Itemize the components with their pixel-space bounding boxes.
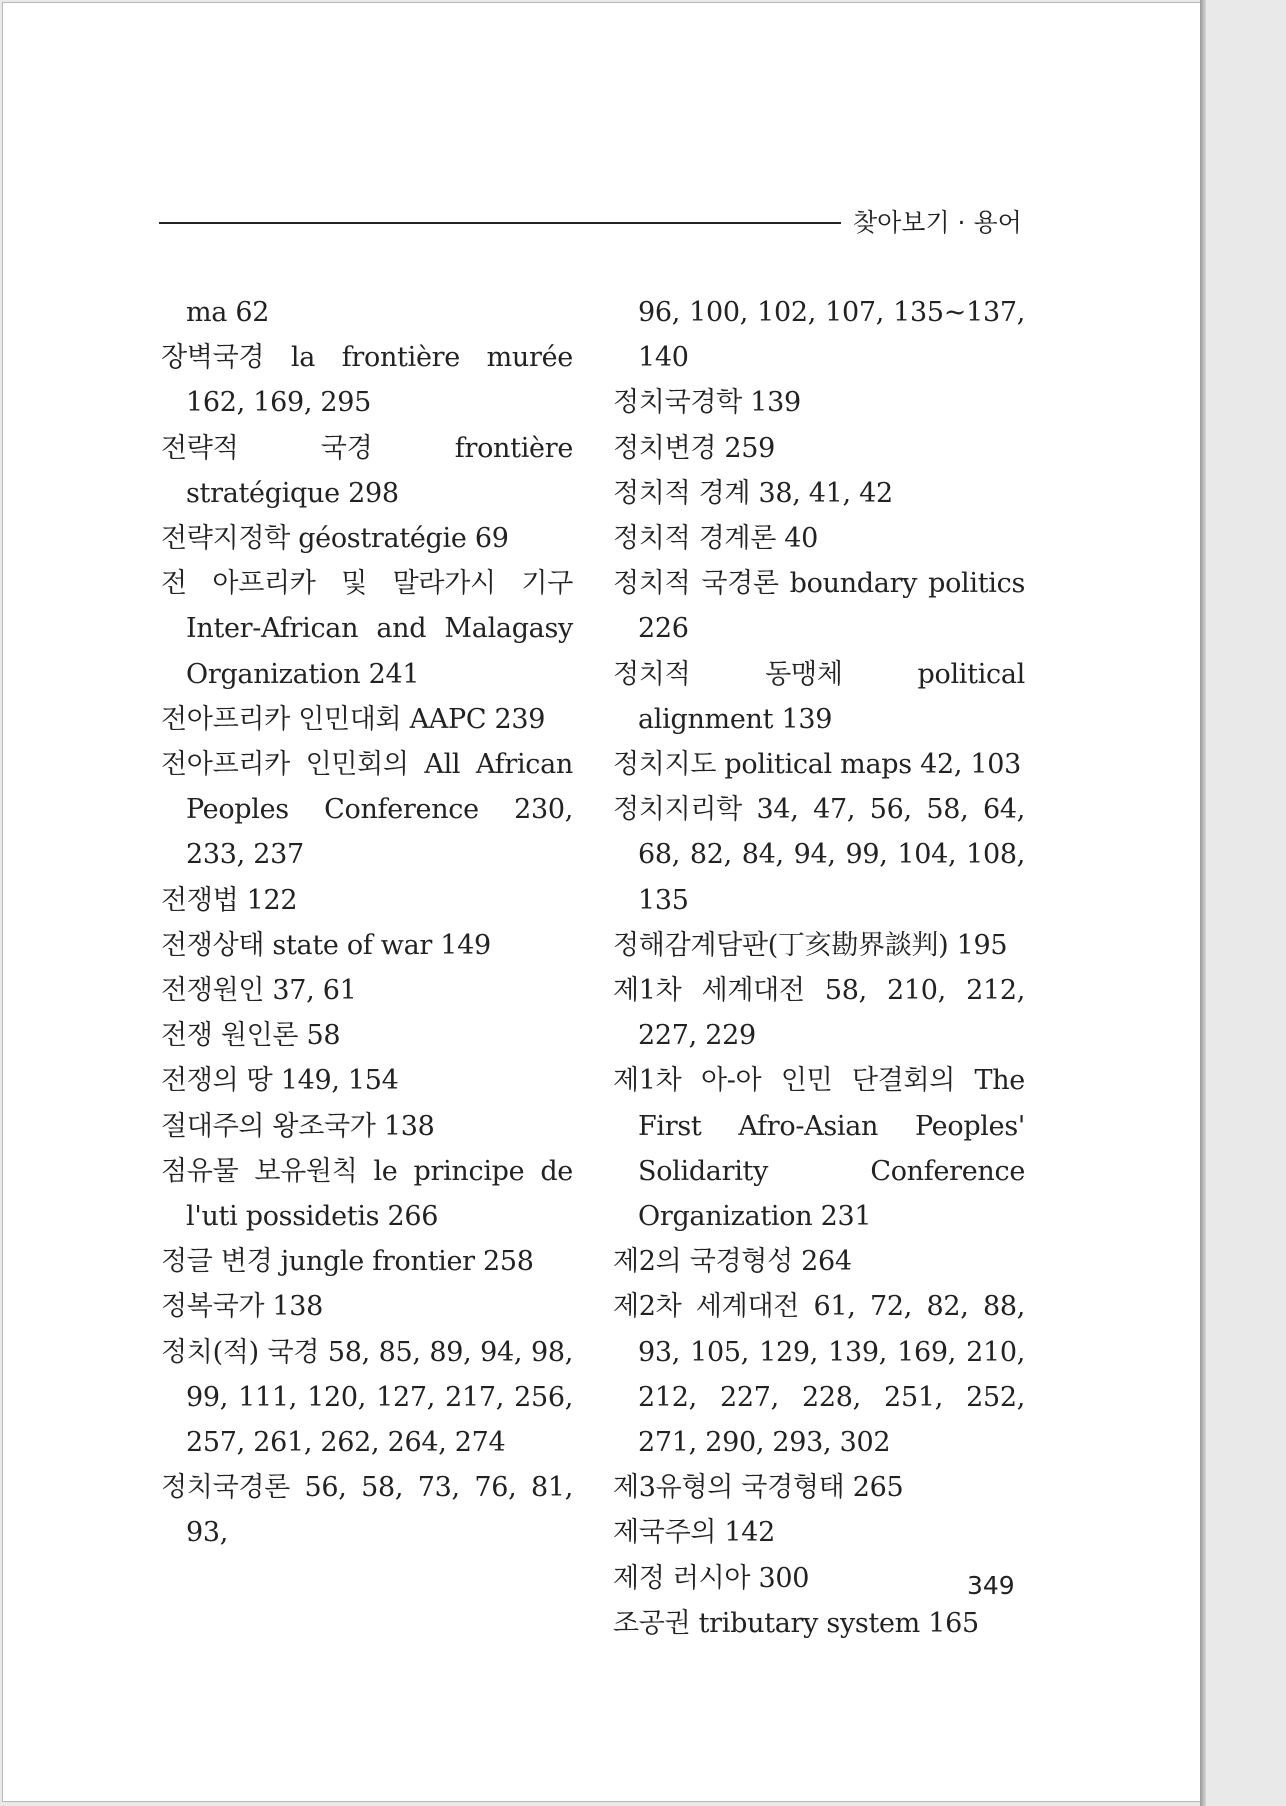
- index-entry: 점유물 보유원칙 le principe de l'uti possidetis 266: [161, 1155, 573, 1233]
- index-entry: 전쟁 원인론 58: [161, 1020, 341, 1052]
- index-entry: 전쟁법 122: [161, 884, 298, 916]
- page-edge: [1200, 0, 1206, 1806]
- index-entry: 전략적 국경 frontière stratégique 298: [161, 432, 573, 509]
- index-entry: 제2차 세계대전 61, 72, 82, 88, 93, 105, 129, 139, 169, 210, 212, 227, 228, 251, 252, 271, 290, 293, 302: [613, 1291, 1025, 1459]
- index-entry: 정글 변경 jungle frontier 258: [161, 1246, 534, 1278]
- book-page: [2, 2, 1202, 1802]
- index-entry: 제국주의 142: [613, 1517, 776, 1549]
- header-rule: [159, 222, 841, 224]
- index-entry: 정치지도 political maps 42, 103: [613, 749, 1022, 781]
- index-entry: ma 62: [186, 297, 270, 328]
- index-entry: 정치변경 259: [613, 432, 776, 464]
- index-entry: 전쟁원인 37, 61: [161, 975, 357, 1007]
- index-entry: 제1차 세계대전 58, 210, 212, 227, 229: [613, 975, 1025, 1052]
- index-entry: 정치적 국경론 boundary politics 226: [613, 568, 1025, 645]
- index-entry: 제1차 아-아 인민 단결회의 The First Afro-Asian Peoples' Solidarity Conference Organization 231: [613, 1065, 1025, 1233]
- index-column-right: [613, 290, 1025, 1646]
- index-entry: 전쟁상태 state of war 149: [161, 929, 491, 961]
- index-entry: 전쟁의 땅 149, 154: [161, 1065, 399, 1097]
- index-entry: 정치적 경계론 40: [613, 523, 819, 555]
- index-entry: 정치(적) 국경 58, 85, 89, 94, 98, 99, 111, 120, 127, 217, 256, 257, 261, 262, 264, 274: [161, 1336, 573, 1459]
- index-entry: 절대주의 왕조국가 138: [161, 1110, 435, 1142]
- index-entry: 전아프리카 인민회의 All African Peoples Conference 230, 233, 237: [161, 749, 573, 871]
- index-entry: 정치국경론 56, 58, 73, 76, 81, 93,: [161, 1472, 573, 1549]
- index-entry: 96, 100, 102, 107, 135~137, 140: [638, 297, 1025, 374]
- page-number: 349: [967, 1571, 1015, 1600]
- index-entry: 정치적 경계 38, 41, 42: [613, 477, 893, 509]
- index-entry: 전 아프리카 및 말라가시 기구 Inter-African and Malagasy Organization 241: [161, 568, 573, 690]
- index-entry: 정치적 동맹체 political alignment 139: [613, 658, 1025, 735]
- index-entry: 정치지리학 34, 47, 56, 58, 64, 68, 82, 84, 94, 99, 104, 108, 135: [613, 794, 1025, 916]
- index-entry: 제정 러시아 300: [613, 1562, 810, 1594]
- index-entry: 조공권 tributary system 165: [613, 1607, 979, 1639]
- index-entry: 제2의 국경형성 264: [613, 1246, 852, 1278]
- index-entry: 장벽국경 la frontière murée 162, 169, 295: [161, 342, 573, 419]
- index-entry: 정복국가 138: [161, 1291, 324, 1323]
- index-entry: 정해감계담판(丁亥勘界談判) 195: [613, 929, 1008, 961]
- index-entry: 전략지정학 géostratégie 69: [161, 523, 509, 555]
- index-entry: 정치국경학 139: [613, 387, 801, 419]
- running-header: 찾아보기 · 용어: [853, 208, 1022, 237]
- index-entry: 제3유형의 국경형태 265: [613, 1472, 904, 1504]
- index-entry: 전아프리카 인민대회 AAPC 239: [161, 703, 546, 735]
- index-column-left: [161, 290, 573, 1556]
